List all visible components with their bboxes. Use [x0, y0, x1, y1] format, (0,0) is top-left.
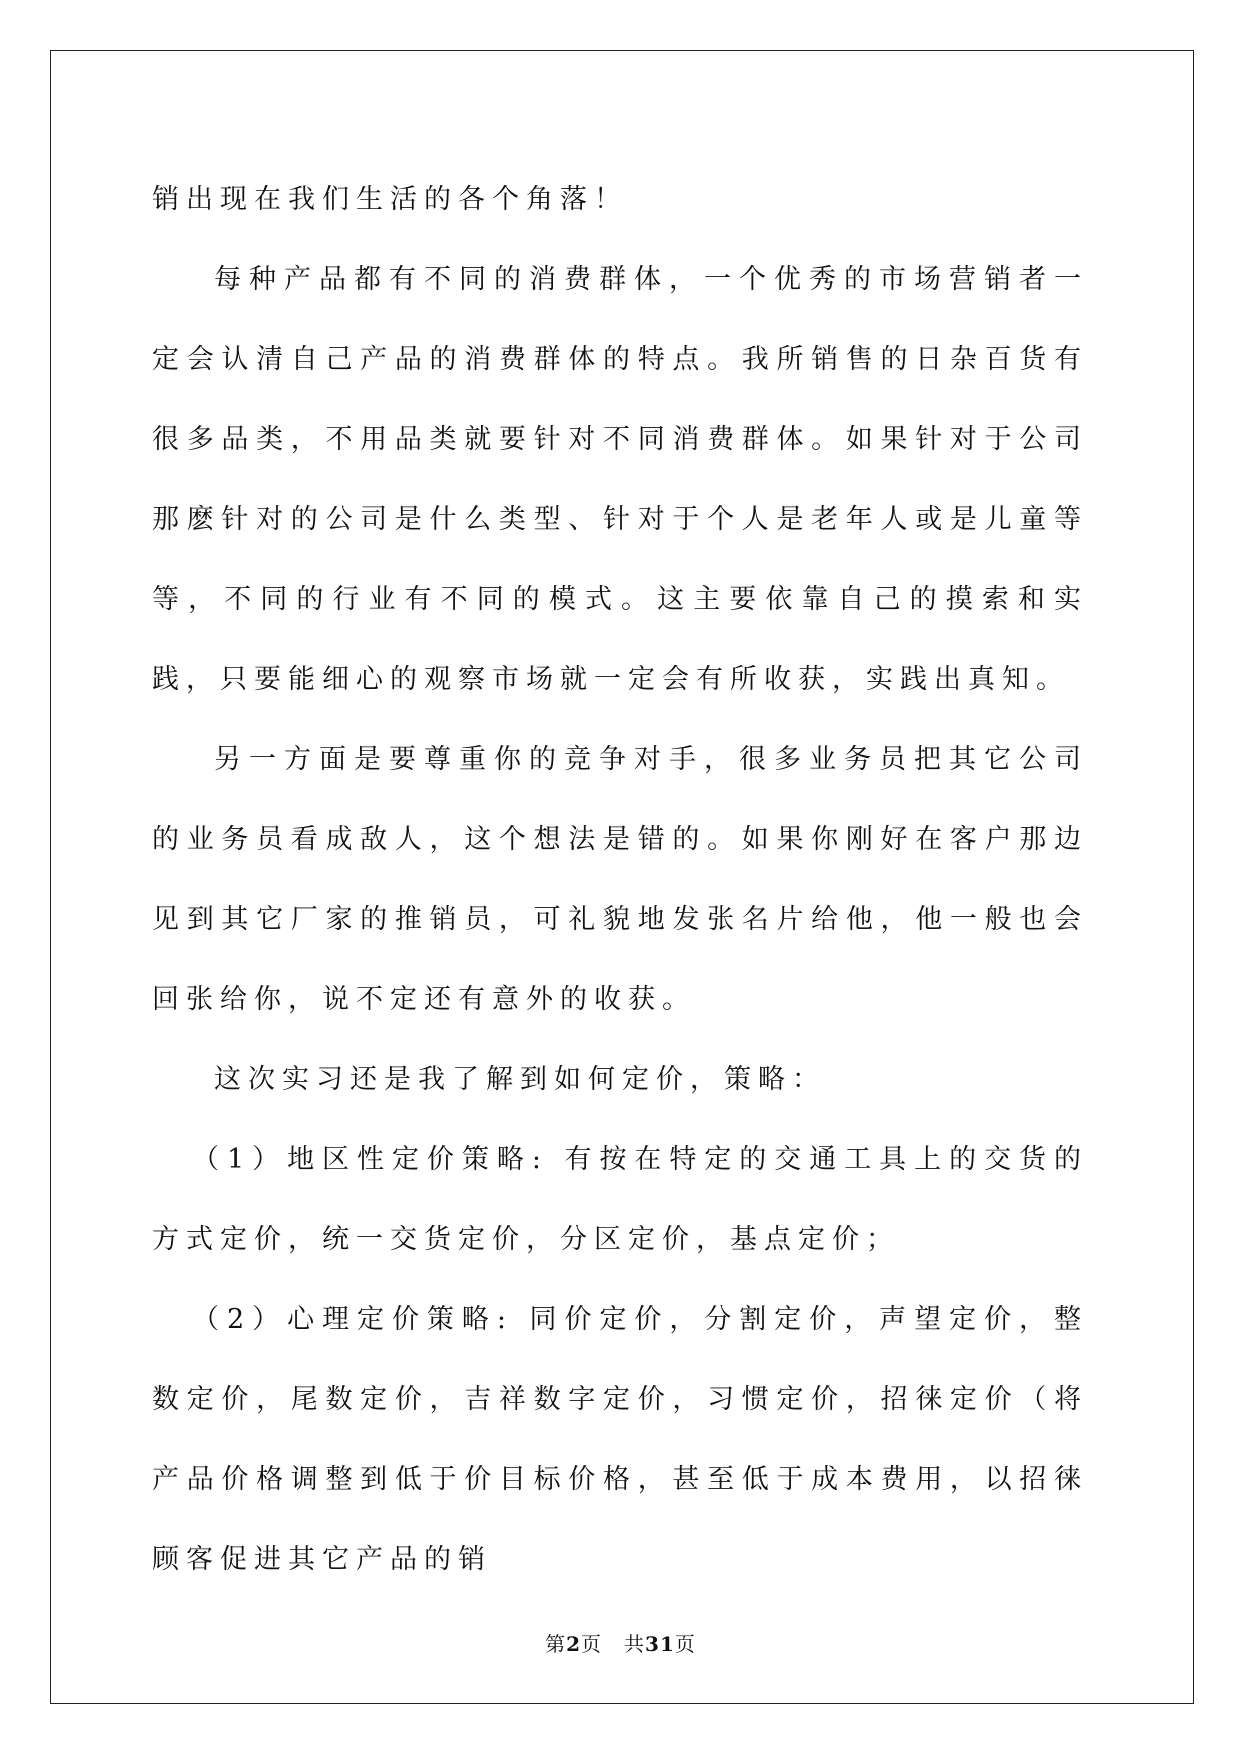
paragraph-3: 另一方面是要尊重你的竞争对手，很多业务员把其它公司的业务员看成敌人，这个想法是错的。如果你刚好在客户那边见到其它厂家的推销员，可礼貌地发张名片给他，他一般也会回张给你，说不定还有意外的收获。 [152, 744, 1088, 1015]
current-page-number: 2 [566, 1632, 582, 1656]
footer-total-prefix: 共 [624, 1632, 646, 1656]
paragraph-5: （1）地区性定价策略: 有按在特定的交通工具上的交货的方式定价，统一交货定价，分区定价，基点定价； [152, 1144, 1088, 1255]
page-footer [0, 1628, 1241, 1657]
paragraph-2: 每种产品都有不同的消费群体，一个优秀的市场营销者一定会认清自己产品的消费群体的特点。我所销售的日杂百货有很多品类，不用品类就要针对不同消费群体。如果针对于公司那麽针对的公司是什么类型、针对于个人是老年人或是儿童等等，不同的行业有不同的模式。这主要依靠自己的摸索和实践，只要能细心的观察市场就一定会有所收获，实践出真知。 [152, 264, 1088, 695]
footer-total-suffix: 页 [674, 1632, 696, 1656]
footer-page-suffix: 页 [581, 1632, 603, 1656]
paragraph-4: 这次实习还是我了解到如何定价，策略： [214, 1064, 826, 1095]
total-page-number: 31 [645, 1632, 675, 1656]
paragraph-6: （2）心理定价策略: 同价定价，分割定价，声望定价，整数定价，尾数定价，吉祥数字定价，习惯定价，招徕定价（将产品价格调整到低于价目标价格，甚至低于成本费用，以招徕顾客促进其它产品的销 [152, 1304, 1088, 1575]
document-body [152, 160, 1088, 1600]
footer-prefix: 第 [545, 1632, 567, 1656]
paragraph-1: 销出现在我们生活的各个角落！ [152, 184, 628, 215]
